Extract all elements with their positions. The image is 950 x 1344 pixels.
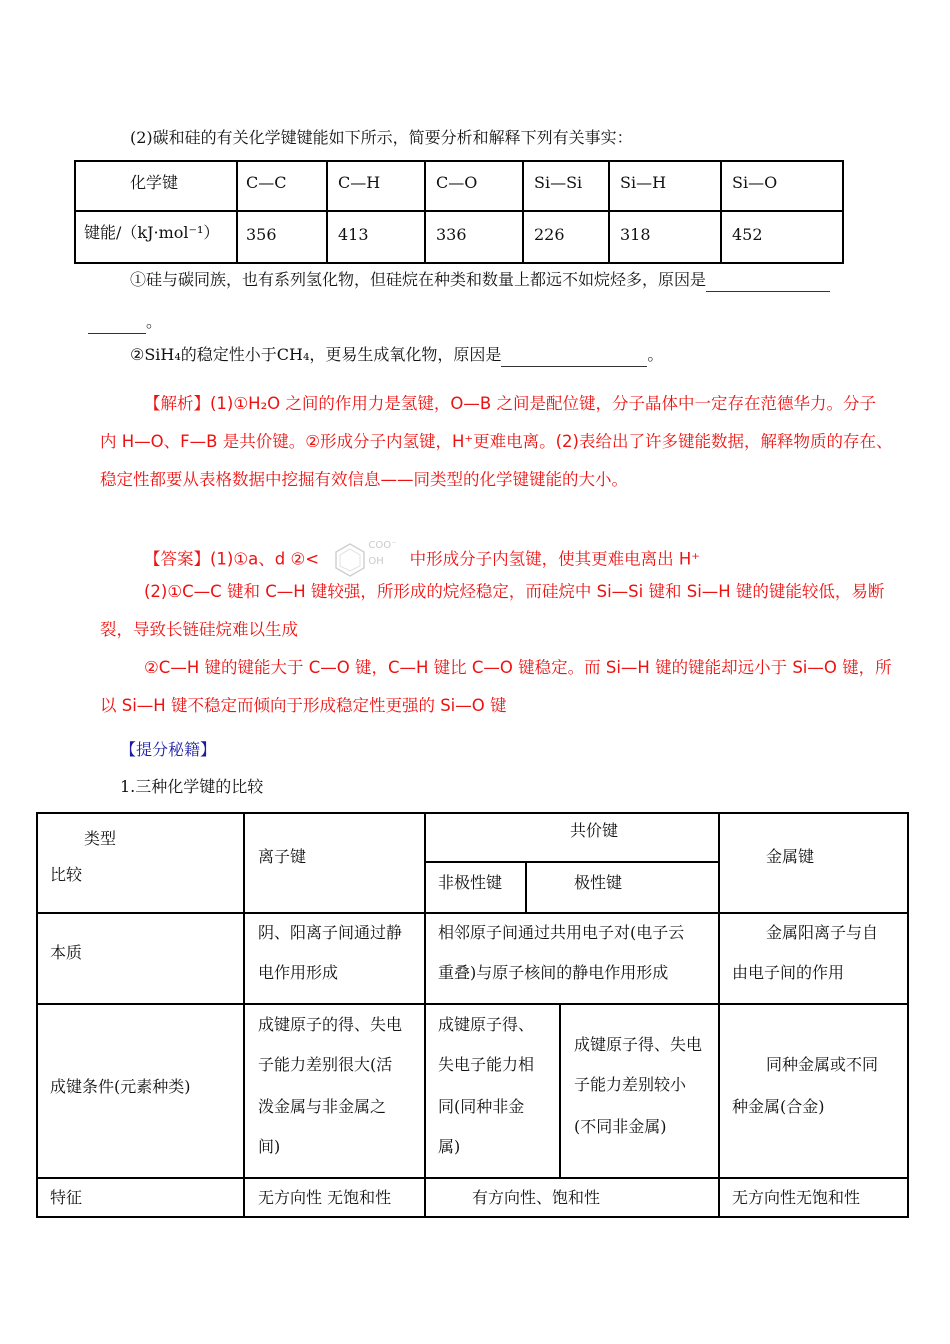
nature-row-label: 本质 bbox=[50, 943, 83, 962]
question-2-1-continued: 。 bbox=[88, 310, 162, 334]
question-2-1: ①硅与碳同族，也有系列氢化物，但硅烷在种类和数量上都远不如烷烃多，原因是 bbox=[130, 268, 830, 292]
energy-value-cell: 226 bbox=[523, 211, 609, 263]
table-header-cell: 化学键 bbox=[75, 161, 237, 211]
metallic-bond-header: 金属键 bbox=[766, 847, 815, 866]
bond-header-cell: C—O bbox=[425, 161, 523, 211]
nonpolar-bond-header: 非极性键 bbox=[438, 873, 503, 892]
answer-line-4: ②C—H 键的键能大于 C—O 键，C—H 键比 C—O 键稳定。而 Si—H 键的键能却远小于 Si—O 键，所 bbox=[144, 658, 892, 677]
analysis-line-2: 内 H—O、F—B 是共价键。②形成分子内氢键，H⁺更难电离。(2)表给出了许多键能数据，解释物质的存在、 bbox=[100, 432, 893, 451]
bond-header-cell: C—H bbox=[327, 161, 425, 211]
condition-metallic-line: 同种金属或不同 bbox=[766, 1055, 879, 1074]
condition-polar-line: 子能力差别较小 bbox=[574, 1075, 687, 1094]
condition-ionic-line: 泼金属与非金属之 bbox=[258, 1097, 387, 1116]
bond-header-cell: Si—O bbox=[721, 161, 843, 211]
analysis-line-3: 稳定性都要从表格数据中挖掘有效信息——同类型的化学键键能的大小。 bbox=[100, 470, 628, 489]
answer-blank[interactable] bbox=[706, 275, 830, 292]
condition-nonpolar-line: 失电子能力相 bbox=[438, 1055, 535, 1074]
nature-metallic-line: 金属阳离子与自 bbox=[766, 923, 879, 942]
section-1-title: 1.三种化学键的比较 bbox=[120, 777, 264, 796]
energy-value-cell: 413 bbox=[327, 211, 425, 263]
condition-nonpolar-line: 同(同种非金 bbox=[438, 1097, 525, 1116]
bond-comparison-table bbox=[36, 812, 909, 1218]
benzene-carboxylate-structure-image bbox=[324, 540, 404, 580]
answer-line-3: 裂，导致长链硅烷难以生成 bbox=[100, 620, 298, 639]
answer-line-2: (2)①C—C 键和 C—H 键较强，所形成的烷烃稳定，而硅烷中 Si—Si 键和 Si—H 键的键能较低，易断 bbox=[144, 582, 885, 601]
structure-label-oh: OH bbox=[368, 556, 384, 567]
feature-covalent: 有方向性、饱和性 bbox=[472, 1188, 601, 1207]
energy-value-cell: 318 bbox=[609, 211, 721, 263]
analysis-line-1: 【解析】(1)①H₂O 之间的作用力是氢键，O—B 之间是配位键，分子晶体中一定存在范德华力。分子 bbox=[144, 394, 876, 413]
bond-energy-table bbox=[74, 160, 844, 264]
condition-nonpolar-line: 成键原子得、 bbox=[438, 1015, 535, 1034]
question-2-2: ②SiH₄的稳定性小于CH₄，更易生成氧化物，原因是 。 bbox=[130, 343, 663, 367]
feature-metallic: 无方向性无饱和性 bbox=[732, 1188, 861, 1207]
energy-value-cell: 336 bbox=[425, 211, 523, 263]
structure-label-coo: COO⁻ bbox=[368, 540, 397, 551]
condition-polar-line: (不同非金属) bbox=[574, 1117, 667, 1136]
tips-title: 【提分秘籍】 bbox=[120, 740, 217, 759]
condition-ionic-line: 子能力差别很大(活 bbox=[258, 1055, 393, 1074]
feature-ionic: 无方向性 无饱和性 bbox=[258, 1188, 392, 1207]
nature-ionic-line: 阴、阳离子间通过静 bbox=[258, 923, 403, 942]
answer-blank[interactable] bbox=[88, 317, 146, 334]
polar-bond-header: 极性键 bbox=[574, 873, 623, 892]
corner-compare-label: 比较 bbox=[50, 865, 83, 884]
energy-value-cell: 356 bbox=[237, 211, 327, 263]
condition-row-label: 成键条件(元素种类) bbox=[50, 1077, 191, 1096]
energy-value-cell: 452 bbox=[721, 211, 843, 263]
corner-type-label: 类型 bbox=[84, 829, 117, 848]
nature-ionic-line: 电作用形成 bbox=[258, 963, 339, 982]
answer-blank[interactable] bbox=[501, 350, 647, 367]
covalent-bond-header: 共价键 bbox=[570, 821, 619, 840]
bond-header-cell: C—C bbox=[237, 161, 327, 211]
condition-nonpolar-line: 属) bbox=[438, 1137, 461, 1156]
energy-row-label: 键能/（kJ·mol⁻¹） bbox=[75, 211, 237, 263]
bond-header-cell: Si—Si bbox=[523, 161, 609, 211]
bond-header-cell: Si—H bbox=[609, 161, 721, 211]
feature-row-label: 特征 bbox=[50, 1188, 83, 1207]
answer-line-1: 【答案】(1)①a、d ②< COO⁻ OH 中形成分子内氢键，使其更难电离出 H⁺ bbox=[144, 540, 700, 580]
condition-ionic-line: 间) bbox=[258, 1137, 281, 1156]
nature-covalent-line: 重叠)与原子核间的静电作用形成 bbox=[438, 963, 669, 982]
condition-polar-line: 成键原子得、失电 bbox=[574, 1035, 703, 1054]
ionic-bond-header: 离子键 bbox=[258, 847, 307, 866]
question-2-intro: (2)碳和硅的有关化学键键能如下所示，简要分析和解释下列有关事实： bbox=[130, 128, 633, 147]
nature-covalent-line: 相邻原子间通过共用电子对(电子云 bbox=[438, 923, 685, 942]
condition-metallic-line: 种金属(合金) bbox=[732, 1097, 825, 1116]
condition-ionic-line: 成键原子的得、失电 bbox=[258, 1015, 403, 1034]
answer-line-5: 以 Si—H 键不稳定而倾向于形成稳定性更强的 Si—O 键 bbox=[100, 696, 507, 715]
nature-metallic-line: 由电子间的作用 bbox=[732, 963, 845, 982]
